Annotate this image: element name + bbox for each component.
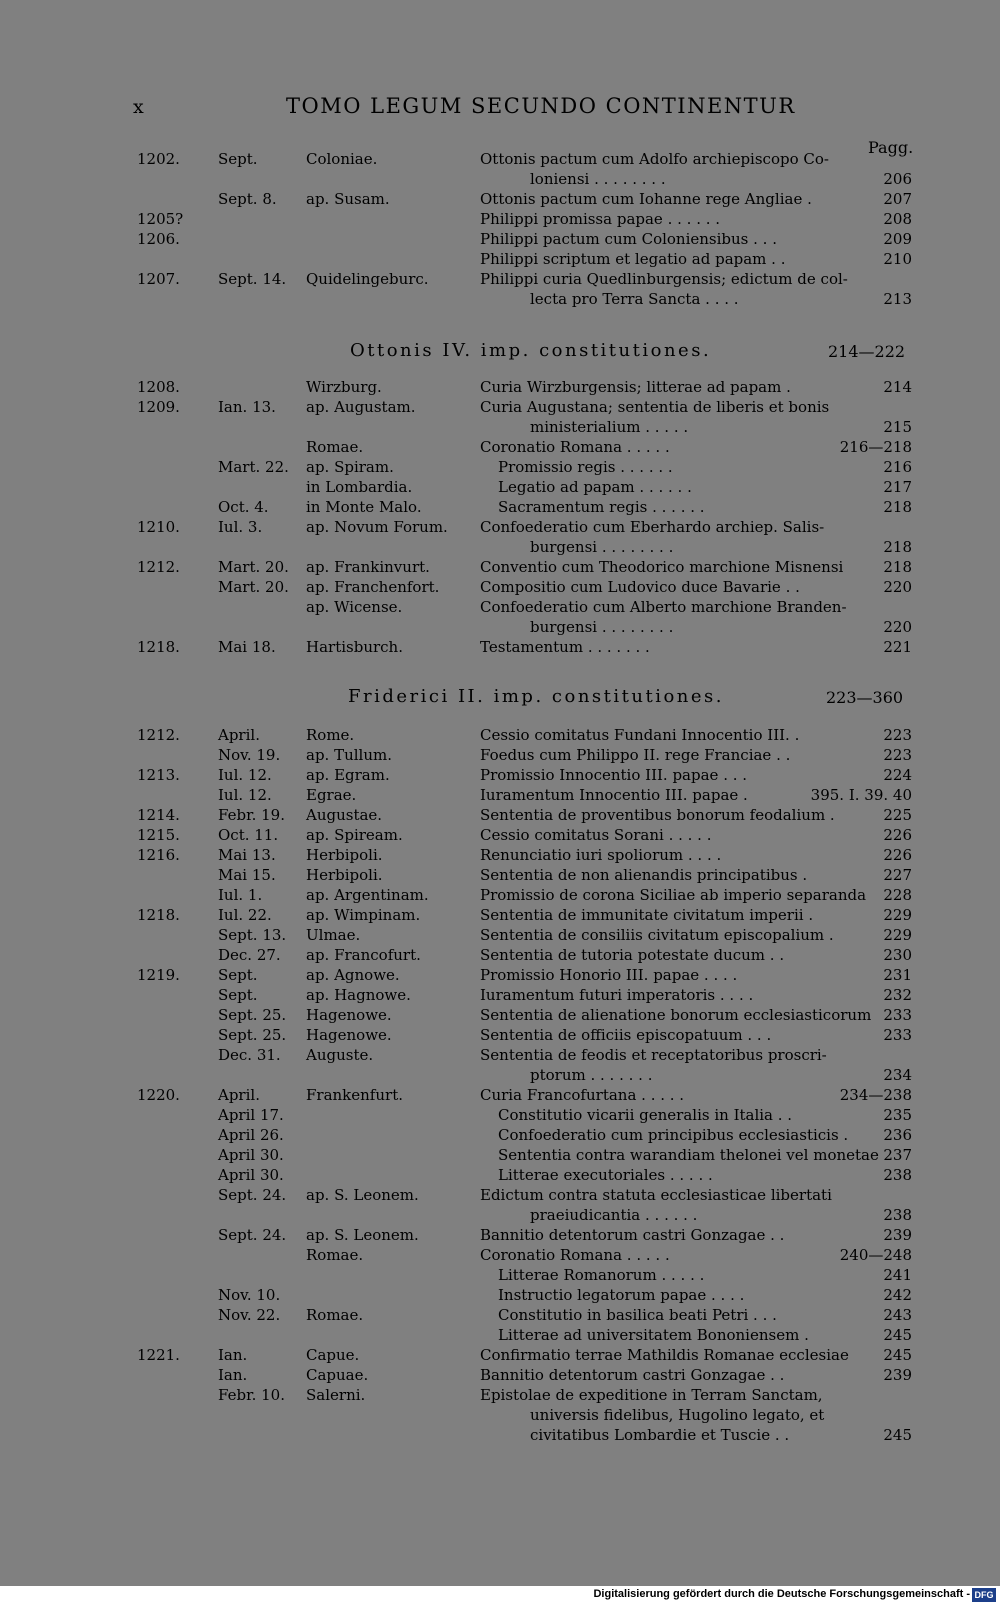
table-row (0, 638, 1000, 658)
entry-title: Coronatio Romana . . . . . (480, 438, 670, 456)
entry-page: 207 (883, 190, 912, 208)
entry-title: Constitutio vicarii generalis in Italia . . (498, 1106, 793, 1124)
entry-title: Curia Augustana; sententia de liberis et bonis (480, 398, 830, 416)
entry-date: Iul. 1. (218, 886, 263, 904)
table-row (0, 270, 1000, 290)
entry-title: Litterae ad universitatem Bononiensem . (498, 1326, 809, 1344)
entry-title: Sententia de feodis et receptatoribus proscri- (480, 1046, 827, 1064)
entry-page: 236 (883, 1126, 912, 1144)
entry-place: Frankenfurt. (306, 1086, 403, 1104)
entry-place: Herbipoli. (306, 866, 383, 884)
entry-title: Instructio legatorum papae . . . . (498, 1286, 745, 1304)
entry-place: Salerni. (306, 1386, 366, 1404)
entry-year: 1214. (137, 806, 180, 824)
entry-page: 227 (883, 866, 912, 884)
entry-date: Febr. 10. (218, 1386, 285, 1404)
entry-title: Compositio cum Ludovico duce Bavarie . . (480, 578, 800, 596)
entry-place: in Monte Malo. (306, 498, 422, 516)
entry-date: Oct. 11. (218, 826, 279, 844)
table-row (0, 746, 1000, 766)
table-row (0, 518, 1000, 538)
entry-page: 235 (883, 1106, 912, 1124)
entry-page: 245 (883, 1346, 912, 1364)
entry-title: Renunciatio iuri spoliorum . . . . (480, 846, 722, 864)
table-row (0, 1206, 1000, 1226)
footer-bar (0, 1586, 1000, 1605)
entry-title: Philippi pactum cum Coloniensibus . . . (480, 230, 777, 248)
table-row (0, 846, 1000, 866)
entry-date: Sept. (218, 150, 258, 168)
table-row (0, 498, 1000, 518)
entry-page: 216—218 (839, 438, 912, 456)
entry-title: Constitutio in basilica beati Petri . . . (498, 1306, 777, 1324)
table-row (0, 1006, 1000, 1026)
entry-title: Cessio comitatus Fundani Innocentio III. . (480, 726, 800, 744)
entry-page: 234—238 (839, 1086, 912, 1104)
section-title: Friderici II. imp. constitutiones. (348, 686, 724, 707)
table-row (0, 578, 1000, 598)
entry-place: ap. Agnowe. (306, 966, 400, 984)
entry-page: 228 (883, 886, 912, 904)
entry-page: 241 (883, 1266, 912, 1284)
table-row (0, 190, 1000, 210)
entry-page: 215 (883, 418, 912, 436)
entry-page: 229 (883, 906, 912, 924)
table-row (0, 986, 1000, 1006)
entry-title: Foedus cum Philippo II. rege Franciae . . (480, 746, 791, 764)
table-row (0, 886, 1000, 906)
table-row (0, 418, 1000, 438)
pages-column-label: Pagg. (868, 138, 914, 157)
table-row (0, 558, 1000, 578)
entry-year: 1220. (137, 1086, 180, 1104)
entry-page: 231 (883, 966, 912, 984)
entry-place: ap. S. Leonem. (306, 1226, 419, 1244)
entry-year: 1207. (137, 270, 180, 288)
entry-year: 1212. (137, 558, 180, 576)
entry-place: Hartisburch. (306, 638, 403, 656)
entry-place: ap. Hagnowe. (306, 986, 411, 1004)
entry-page: 223 (883, 746, 912, 764)
entry-date: Sept. 25. (218, 1026, 287, 1044)
entry-title: ministerialium . . . . . (530, 418, 689, 436)
entry-date: Dec. 31. (218, 1046, 281, 1064)
entry-title: Epistolae de expeditione in Terram Sanctam, (480, 1386, 823, 1404)
entry-date: Sept. 25. (218, 1006, 287, 1024)
table-row (0, 1366, 1000, 1386)
table-row (0, 726, 1000, 746)
entry-date: April. (218, 726, 260, 744)
entry-year: 1212. (137, 726, 180, 744)
entry-page: 226 (883, 826, 912, 844)
entry-place: Quidelingeburc. (306, 270, 429, 288)
entry-year: 1210. (137, 518, 180, 536)
entry-page: 217 (883, 478, 912, 496)
entry-place: ap. Wicense. (306, 598, 403, 616)
entry-page: 220 (883, 578, 912, 596)
entry-title: civitatibus Lombardie et Tuscie . . (530, 1426, 790, 1444)
table-row (0, 1286, 1000, 1306)
entry-place: in Lombardia. (306, 478, 413, 496)
entry-title: Sententia de tutoria potestate ducum . . (480, 946, 785, 964)
entry-page: 238 (883, 1166, 912, 1184)
entry-page: 395. I. 39. 40 (810, 786, 912, 804)
entry-date: Mai 13. (218, 846, 276, 864)
entry-year: 1213. (137, 766, 180, 784)
entry-year: 1206. (137, 230, 180, 248)
table-row (0, 1306, 1000, 1326)
entry-page: 218 (883, 498, 912, 516)
table-row (0, 1086, 1000, 1106)
entry-place: Capue. (306, 1346, 360, 1364)
entry-date: Dec. 27. (218, 946, 281, 964)
entry-title: Confoederatio cum Alberto marchione Branden- (480, 598, 847, 616)
entry-page: 233 (883, 1026, 912, 1044)
entry-place: Augustae. (306, 806, 383, 824)
entry-date: Sept. 8. (218, 190, 277, 208)
entry-page: 218 (883, 558, 912, 576)
entry-place: ap. Wimpinam. (306, 906, 421, 924)
table-row (0, 230, 1000, 250)
entry-title: Sententia de consiliis civitatum episcopalium . (480, 926, 834, 944)
entry-page: 239 (883, 1366, 912, 1384)
table-row (0, 966, 1000, 986)
table-row (0, 1226, 1000, 1246)
entry-page: 240—248 (839, 1246, 912, 1264)
entry-page: 218 (883, 538, 912, 556)
entry-date: Febr. 19. (218, 806, 285, 824)
entry-year: 1219. (137, 966, 180, 984)
entry-title: Sententia contra warandiam thelonei vel monetae (498, 1146, 879, 1164)
entry-title: Iuramentum futuri imperatoris . . . . (480, 986, 754, 1004)
table-row (0, 1146, 1000, 1166)
table-row (0, 538, 1000, 558)
table-row (0, 458, 1000, 478)
entry-page: 245 (883, 1426, 912, 1444)
entry-place: ap. Susam. (306, 190, 390, 208)
table-row (0, 210, 1000, 230)
entry-date: Mart. 20. (218, 578, 289, 596)
entry-page: 214 (883, 378, 912, 396)
entry-date: Mai 18. (218, 638, 276, 656)
table-row (0, 1386, 1000, 1406)
entry-year: 1221. (137, 1346, 180, 1364)
entry-title: burgensi . . . . . . . . (530, 618, 674, 636)
entry-date: Ian. (218, 1346, 248, 1364)
entry-date: Iul. 12. (218, 786, 272, 804)
table-row (0, 170, 1000, 190)
entry-title: Confirmatio terrae Mathildis Romanae ecclesiae (480, 1346, 849, 1364)
entry-page: 234 (883, 1066, 912, 1084)
dfg-logo: DFG (972, 1588, 996, 1602)
entry-year: 1205? (137, 210, 184, 228)
entry-title: Promissio de corona Siciliae ab imperio separanda (480, 886, 867, 904)
entry-page: 225 (883, 806, 912, 824)
entry-year: 1215. (137, 826, 180, 844)
entry-page: 245 (883, 1326, 912, 1344)
entry-place: Coloniae. (306, 150, 378, 168)
entry-date: Ian. (218, 1366, 248, 1384)
entry-date: Sept. 14. (218, 270, 287, 288)
entry-date: April 26. (218, 1126, 284, 1144)
entry-date: Nov. 10. (218, 1286, 281, 1304)
table-row (0, 1066, 1000, 1086)
entry-title: Sententia de non alienandis principatibus . (480, 866, 808, 884)
table-row (0, 786, 1000, 806)
entry-place: ap. Tullum. (306, 746, 392, 764)
entry-date: Nov. 19. (218, 746, 281, 764)
entry-page: 223 (883, 726, 912, 744)
entry-title: Philippi scriptum et legatio ad papam . . (480, 250, 786, 268)
entry-page: 213 (883, 290, 912, 308)
entry-title: Philippi curia Quedlinburgensis; edictum de col- (480, 270, 848, 288)
table-row (0, 1166, 1000, 1186)
entry-page: 221 (883, 638, 912, 656)
entry-date: Sept. 24. (218, 1226, 287, 1244)
entry-page: 238 (883, 1206, 912, 1224)
entry-title: Sententia de alienatione bonorum ecclesiasticorum (480, 1006, 872, 1024)
entry-place: ap. Spiram. (306, 458, 394, 476)
entry-title: Promissio Honorio III. papae . . . . (480, 966, 738, 984)
entry-title: Promissio regis . . . . . . (498, 458, 673, 476)
entry-year: 1218. (137, 906, 180, 924)
entry-page: 220 (883, 618, 912, 636)
entry-title: Cessio comitatus Sorani . . . . . (480, 826, 712, 844)
table-row (0, 1046, 1000, 1066)
table-row (0, 478, 1000, 498)
entry-place: ap. Spiream. (306, 826, 403, 844)
entry-title: Iuramentum Innocentio III. papae . (480, 786, 748, 804)
entry-place: ap. Augustam. (306, 398, 416, 416)
entry-date: April 30. (218, 1166, 284, 1184)
entry-title: Sacramentum regis . . . . . . (498, 498, 705, 516)
entry-title: loniensi . . . . . . . . (530, 170, 666, 188)
entry-place: Herbipoli. (306, 846, 383, 864)
entry-title: universis fidelibus, Hugolino legato, et (530, 1406, 825, 1424)
entry-title: Confoederatio cum principibus ecclesiasticis . (498, 1126, 849, 1144)
entry-place: Ulmae. (306, 926, 361, 944)
entry-year: 1208. (137, 378, 180, 396)
entry-title: Curia Francofurtana . . . . . (480, 1086, 685, 1104)
table-row (0, 806, 1000, 826)
entry-place: Rome. (306, 726, 355, 744)
table-row (0, 150, 1000, 170)
entry-title: Philippi promissa papae . . . . . . (480, 210, 721, 228)
section-page-range: 223—360 (826, 688, 904, 707)
entry-title: Edictum contra statuta ecclesiasticae libertati (480, 1186, 832, 1204)
entry-title: Promissio Innocentio III. papae . . . (480, 766, 748, 784)
table-row (0, 398, 1000, 418)
entry-year: 1209. (137, 398, 180, 416)
entry-title: praeiudicantia . . . . . . (530, 1206, 698, 1224)
entry-place: Capuae. (306, 1366, 369, 1384)
entry-page: 230 (883, 946, 912, 964)
table-row (0, 1326, 1000, 1346)
entry-page: 224 (883, 766, 912, 784)
entry-place: ap. Egram. (306, 766, 390, 784)
entry-page: 239 (883, 1226, 912, 1244)
entry-place: ap. Argentinam. (306, 886, 429, 904)
entry-date: Iul. 12. (218, 766, 272, 784)
entry-date: Mart. 22. (218, 458, 289, 476)
table-row (0, 766, 1000, 786)
entry-page: 229 (883, 926, 912, 944)
table-row (0, 1106, 1000, 1126)
entry-page: 209 (883, 230, 912, 248)
entry-title: Sententia de proventibus bonorum feodalium . (480, 806, 835, 824)
table-row (0, 618, 1000, 638)
entry-title: Bannitio detentorum castri Gonzagae . . (480, 1366, 785, 1384)
table-row (0, 826, 1000, 846)
table-row (0, 1406, 1000, 1426)
entry-year: 1218. (137, 638, 180, 656)
table-row (0, 290, 1000, 310)
entry-title: Conventio cum Theodorico marchione Misnensi (480, 558, 844, 576)
table-row (0, 1346, 1000, 1366)
entry-place: ap. Frankinvurt. (306, 558, 430, 576)
entry-title: lecta pro Terra Sancta . . . . (530, 290, 739, 308)
entry-place: Egrae. (306, 786, 357, 804)
table-row (0, 866, 1000, 886)
entry-page: 208 (883, 210, 912, 228)
entry-page: 226 (883, 846, 912, 864)
entry-page: 216 (883, 458, 912, 476)
entry-place: Romae. (306, 1246, 364, 1264)
entry-title: Confoederatio cum Eberhardo archiep. Salis- (480, 518, 825, 536)
entry-place: Hagenowe. (306, 1006, 392, 1024)
entry-date: Sept. (218, 966, 258, 984)
table-row (0, 1266, 1000, 1286)
entry-page: 237 (883, 1146, 912, 1164)
table-row (0, 1126, 1000, 1146)
table-row (0, 1186, 1000, 1206)
entry-date: Sept. (218, 986, 258, 1004)
table-row (0, 250, 1000, 270)
entry-date: Iul. 22. (218, 906, 272, 924)
section-page-range: 214—222 (828, 342, 906, 361)
entry-page: 242 (883, 1286, 912, 1304)
table-row (0, 906, 1000, 926)
entry-place: Romae. (306, 1306, 364, 1324)
entry-place: Romae. (306, 438, 364, 456)
entry-title: Curia Wirzburgensis; litterae ad papam . (480, 378, 791, 396)
entry-title: Sententia de officiis episcopatuum . . . (480, 1026, 772, 1044)
entry-date: Ian. 13. (218, 398, 276, 416)
entry-year: 1216. (137, 846, 180, 864)
table-row (0, 378, 1000, 398)
entry-title: burgensi . . . . . . . . (530, 538, 674, 556)
entry-date: Iul. 3. (218, 518, 263, 536)
table-row (0, 1026, 1000, 1046)
entry-title: Sententia de immunitate civitatum imperii . (480, 906, 814, 924)
entry-date: Mai 15. (218, 866, 276, 884)
entry-place: ap. Novum Forum. (306, 518, 448, 536)
entry-date: Sept. 13. (218, 926, 287, 944)
entry-page: 210 (883, 250, 912, 268)
table-row (0, 926, 1000, 946)
footer-credit: Digitalisierung gefördert durch die Deutsche Forschungsgemeinschaft - (593, 1588, 970, 1600)
entry-date: April 17. (218, 1106, 284, 1124)
entry-date: Mart. 20. (218, 558, 289, 576)
entry-page: 206 (883, 170, 912, 188)
entry-title: Legatio ad papam . . . . . . (498, 478, 692, 496)
page-number: x (133, 96, 144, 118)
entry-place: Wirzburg. (306, 378, 382, 396)
entry-place: Auguste. (306, 1046, 374, 1064)
entry-date: April 30. (218, 1146, 284, 1164)
entry-title: Bannitio detentorum castri Gonzagae . . (480, 1226, 785, 1244)
entry-title: Ottonis pactum cum Adolfo archiepiscopo Co- (480, 150, 829, 168)
section-title: Ottonis IV. imp. constitutiones. (350, 340, 712, 361)
entry-date: Nov. 22. (218, 1306, 281, 1324)
entry-date: Sept. 24. (218, 1186, 287, 1204)
entry-date: April. (218, 1086, 260, 1104)
entry-title: Litterae Romanorum . . . . . (498, 1266, 705, 1284)
entry-page: 232 (883, 986, 912, 1004)
entry-title: Coronatio Romana . . . . . (480, 1246, 670, 1264)
table-row (0, 438, 1000, 458)
entry-place: ap. Franchenfort. (306, 578, 440, 596)
entry-title: Ottonis pactum cum Iohanne rege Angliae . (480, 190, 812, 208)
entry-page: 243 (883, 1306, 912, 1324)
entry-title: Litterae executoriales . . . . . (498, 1166, 713, 1184)
entry-year: 1202. (137, 150, 180, 168)
entry-title: Testamentum . . . . . . . (480, 638, 650, 656)
entry-place: ap. Francofurt. (306, 946, 421, 964)
entry-place: ap. S. Leonem. (306, 1186, 419, 1204)
entry-title: ptorum . . . . . . . (530, 1066, 653, 1084)
table-row (0, 946, 1000, 966)
table-row (0, 1246, 1000, 1266)
table-row (0, 598, 1000, 618)
table-row (0, 1426, 1000, 1446)
entry-page: 233 (883, 1006, 912, 1024)
page-title: TOMO LEGUM SECUNDO CONTINENTUR (286, 94, 796, 118)
entry-date: Oct. 4. (218, 498, 269, 516)
entry-place: Hagenowe. (306, 1026, 392, 1044)
